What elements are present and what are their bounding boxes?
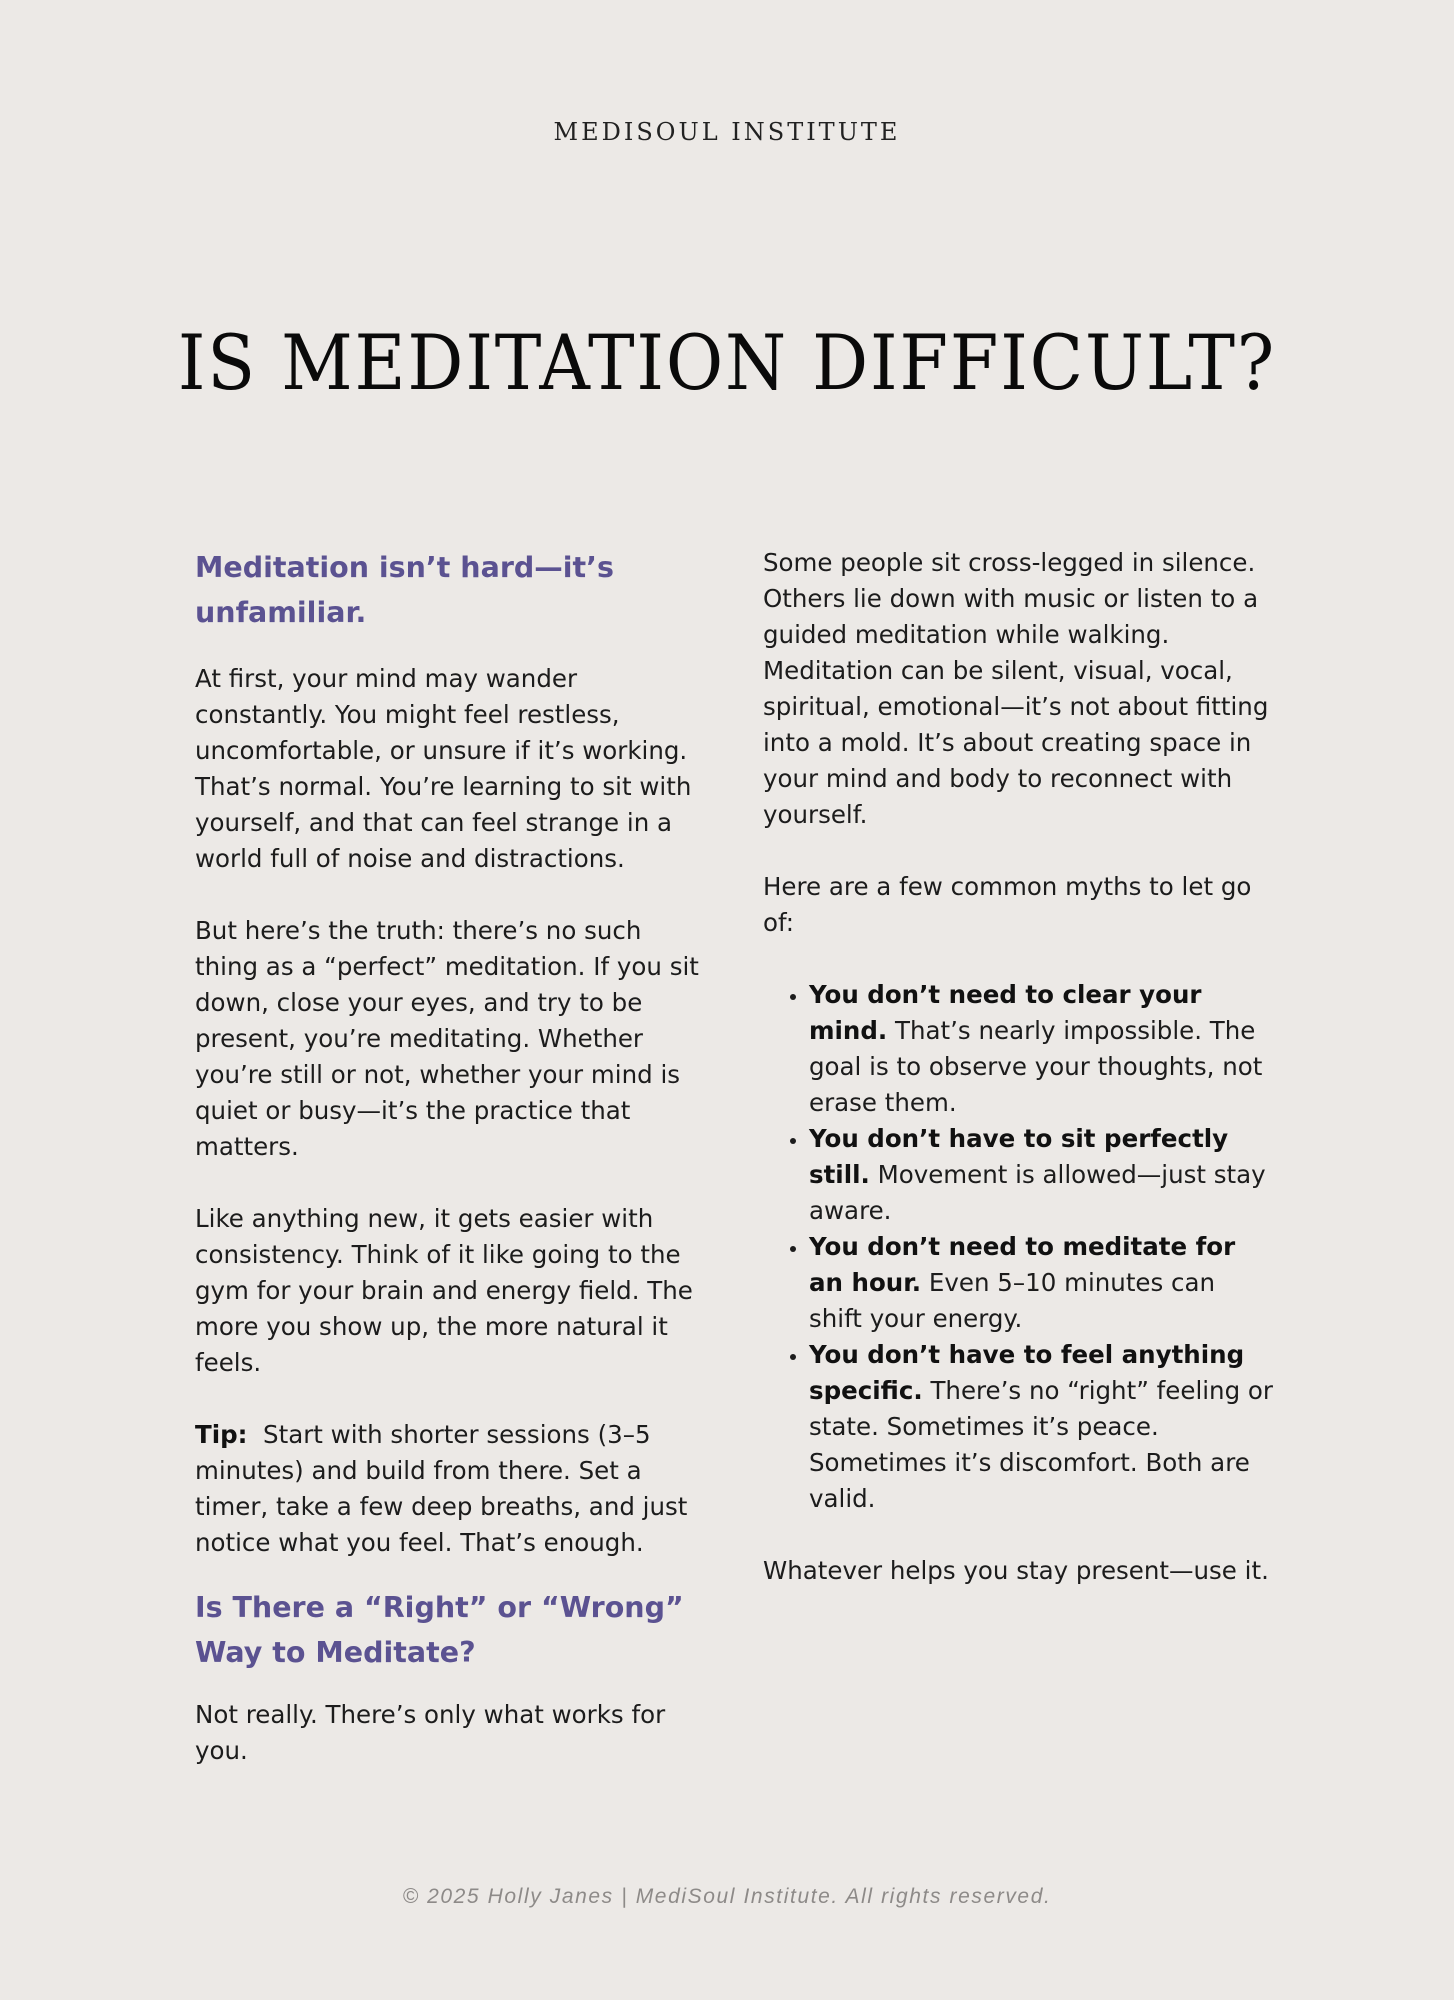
myths-list (763, 977, 1273, 1517)
brand-name: MEDISOUL INSTITUTE (553, 118, 901, 146)
right-column (763, 545, 1273, 1625)
myth-text: That’s nearly impossible. The goal is to observe your thoughts, not erase them. (809, 1016, 1263, 1117)
myth-item (809, 1229, 1273, 1337)
myth-bold: You don’t need to clear your mind. (809, 980, 1202, 1045)
myth-bold: You don’t need to meditate for an hour. (809, 1232, 1236, 1297)
paragraph: Not really. There’s only what works for you. (195, 1700, 666, 1765)
myth-item (809, 1337, 1273, 1517)
myths-intro: Here are a few common myths to let go of: (763, 872, 1252, 937)
footer-copyright: © 2025 Holly Janes | MediSoul Institute. All rights reserved. (402, 1885, 1052, 1908)
myth-text: Even 5–10 minutes can shift your energy. (809, 1268, 1216, 1333)
myth-bold: You don’t have to sit perfectly still. (809, 1124, 1229, 1189)
tip-label: Tip: (195, 1420, 248, 1449)
intro-paragraph: Some people sit cross-legged in silence. Others lie down with music or listen to a guided meditation while walking. Meditation can be silent, visual, vocal, spiritual, emotional—it’s not about fitting into a mold. It’s about creating space in your mind and body to reconnect with yourself. (763, 548, 1269, 829)
left-column (195, 545, 705, 1805)
section-heading-right-wrong: Is There a “Right” or “Wrong” Way to Meditate? (195, 1591, 684, 1669)
paragraph: Like anything new, it gets easier with consistency. Think of it like going to the gym for your brain and energy field. The more you show up, the more natural it feels. (195, 1204, 693, 1377)
closing-paragraph: Whatever helps you stay present—use it. (763, 1556, 1269, 1585)
tip-text: Start with shorter sessions (3–5 minutes) and build from there. Set a timer, take a few deep breaths, and just notice what you feel. That’s enough. (195, 1420, 688, 1557)
tip-paragraph (195, 1417, 705, 1561)
myth-item (809, 977, 1273, 1121)
myth-item (809, 1121, 1273, 1229)
myth-text: Movement is allowed—just stay aware. (809, 1160, 1266, 1225)
paragraph: But here’s the truth: there’s no such thing as a “perfect” meditation. If you sit down, close your eyes, and try to be present, you’re meditating. Whether you’re still or not, whether your mind is quiet or busy—it’s the practice that matters. (195, 916, 699, 1161)
paragraph: At first, your mind may wander constantly. You might feel restless, uncomfortable, or unsure if it’s working. That’s normal. You’re learning to sit with yourself, and that can feel strange in a world full of noise and distractions. (195, 664, 692, 873)
myth-bold: You don’t have to feel anything specific. (809, 1340, 1245, 1405)
section-heading-unfamiliar: Meditation isn’t hard—it’s unfamiliar. (195, 551, 614, 629)
myth-text: There’s no “right” feeling or state. Sometimes it’s peace. Sometimes it’s discomfort. Both are valid. (809, 1376, 1273, 1513)
page-title: IS MEDITATION DIFFICULT? (177, 318, 1277, 407)
